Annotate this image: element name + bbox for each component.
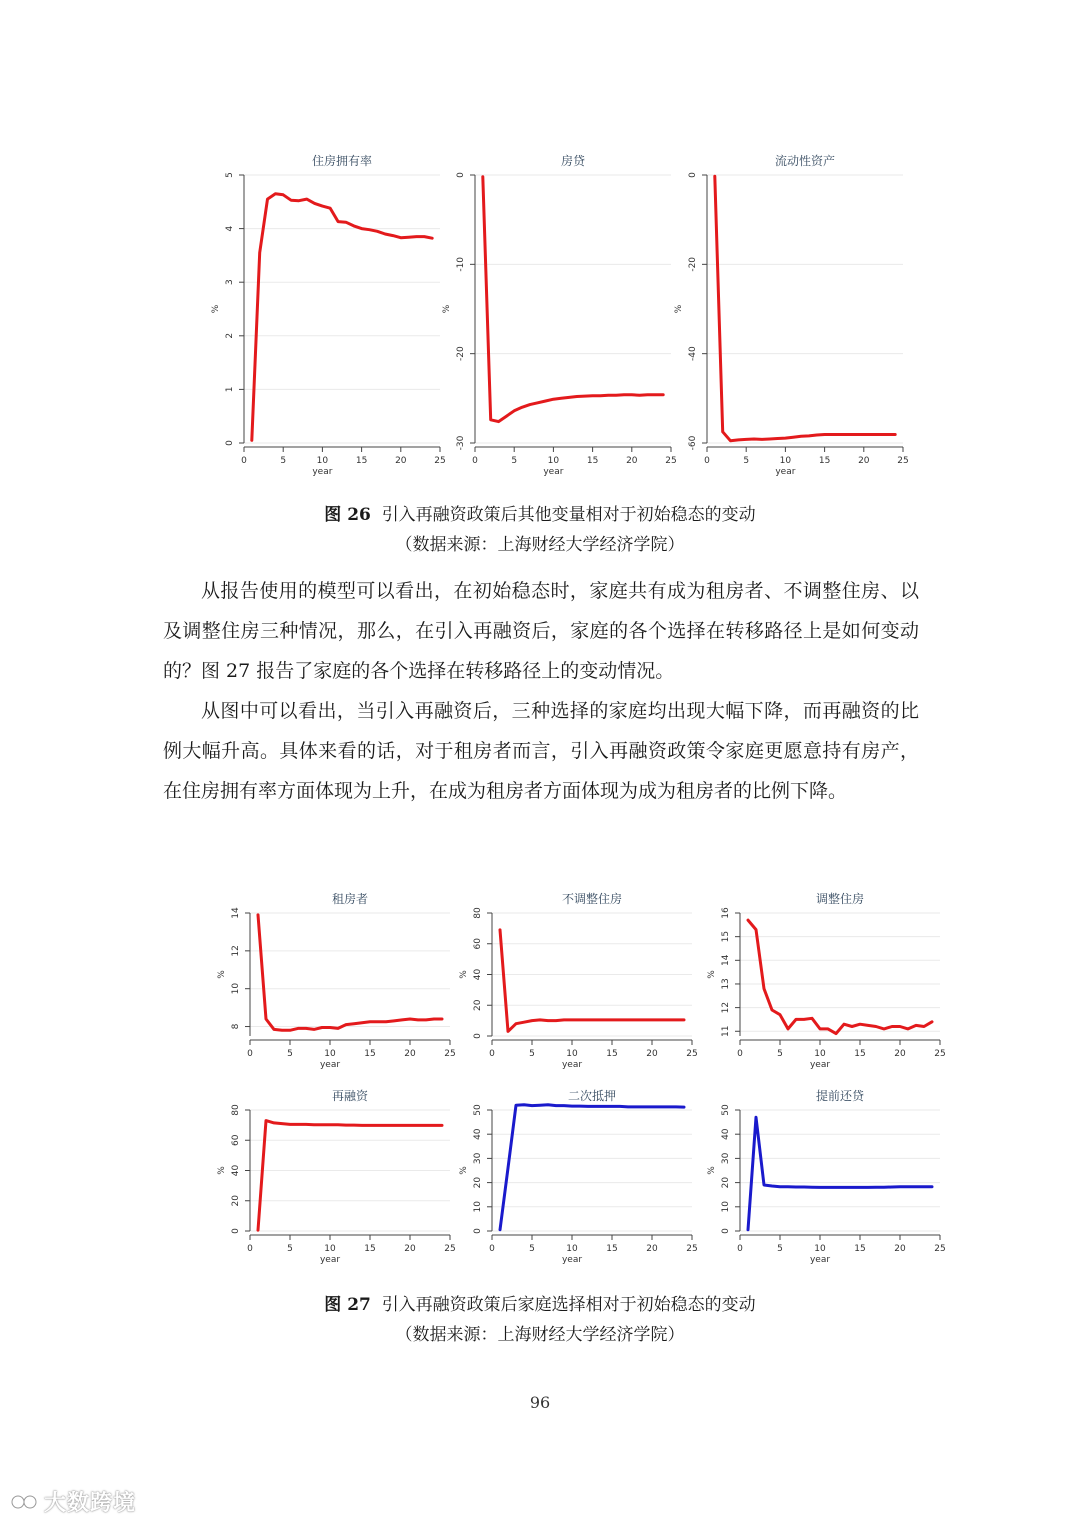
x-tick-label: 25 bbox=[934, 1244, 946, 1254]
y-axis-label: % bbox=[211, 304, 221, 314]
x-tick-label: 5 bbox=[743, 456, 750, 466]
x-tick-label: 15 bbox=[364, 1049, 376, 1059]
series-line bbox=[483, 177, 663, 422]
y-tick-label: -30 bbox=[456, 435, 466, 451]
y-tick-label: 12 bbox=[231, 945, 241, 957]
x-tick-label: 10 bbox=[324, 1244, 336, 1254]
y-tick-label: 10 bbox=[473, 1201, 483, 1213]
figure-26-caption bbox=[0, 500, 1080, 560]
chart-title: 调整住房 bbox=[815, 892, 865, 906]
y-tick-label: 3 bbox=[225, 279, 235, 286]
figure-27-caption bbox=[0, 1290, 1080, 1350]
y-axis-label: % bbox=[459, 970, 469, 979]
x-tick-label: 10 bbox=[779, 456, 792, 466]
y-tick-label: 14 bbox=[721, 954, 731, 967]
x-tick-label: 15 bbox=[364, 1244, 376, 1254]
chart-panel-1 bbox=[459, 891, 698, 1070]
y-tick-label: 60 bbox=[473, 938, 483, 950]
watermark-text: 大数跨境 bbox=[44, 1491, 137, 1516]
x-axis-label: year bbox=[312, 467, 333, 477]
x-tick-label: 0 bbox=[241, 456, 247, 466]
y-axis-label: % bbox=[707, 970, 717, 979]
x-tick-label: 20 bbox=[894, 1049, 906, 1059]
series-line bbox=[258, 1121, 442, 1231]
chart-panel-3 bbox=[217, 1088, 456, 1265]
x-tick-label: 10 bbox=[316, 456, 329, 466]
y-tick-label: 40 bbox=[721, 1128, 731, 1140]
y-tick-label: 80 bbox=[473, 907, 483, 919]
x-tick-label: 15 bbox=[606, 1244, 618, 1254]
chart-panel-2 bbox=[707, 891, 946, 1070]
y-tick-label: 30 bbox=[721, 1152, 731, 1165]
x-tick-label: 5 bbox=[777, 1049, 783, 1059]
y-tick-label: 20 bbox=[473, 999, 483, 1011]
x-tick-label: 20 bbox=[626, 456, 638, 466]
y-tick-label: 12 bbox=[721, 1001, 731, 1014]
y-tick-label: -60 bbox=[688, 435, 698, 451]
x-tick-label: 0 bbox=[737, 1244, 743, 1254]
x-axis-label: year bbox=[775, 467, 796, 477]
body-paragraph-1: 从报告使用的模型可以看出，在初始稳态时，家庭共有成为租房者、不调整住房、以及调整住房三种情况，那么，在引入再融资后，家庭的各个选择在转移路径上是如何变动的？图 27 报告了家庭的各个选择在转移路径上的变动情况。 bbox=[163, 580, 919, 682]
x-tick-label: 20 bbox=[404, 1049, 416, 1059]
y-tick-label: 0 bbox=[721, 1228, 731, 1234]
figure-26-number: 图 26 bbox=[324, 505, 371, 525]
x-tick-label: 20 bbox=[395, 456, 407, 466]
chart-title: 流动性资产 bbox=[774, 154, 836, 168]
x-tick-label: 5 bbox=[287, 1244, 293, 1254]
x-tick-label: 0 bbox=[489, 1244, 495, 1254]
x-tick-label: 0 bbox=[737, 1049, 743, 1059]
y-axis-label: % bbox=[674, 304, 684, 314]
x-tick-label: 5 bbox=[529, 1049, 535, 1059]
y-tick-label: 0 bbox=[231, 1228, 241, 1234]
chart-panel-2 bbox=[674, 153, 909, 477]
x-tick-label: 10 bbox=[566, 1244, 578, 1254]
y-axis-label: % bbox=[707, 1166, 717, 1175]
y-tick-label: -20 bbox=[688, 256, 698, 272]
x-tick-label: 10 bbox=[547, 456, 560, 466]
y-tick-label: 2 bbox=[225, 332, 235, 339]
page-number: 96 bbox=[529, 1393, 551, 1412]
series-line bbox=[258, 915, 442, 1030]
x-tick-label: 15 bbox=[854, 1049, 866, 1059]
y-tick-label: 50 bbox=[721, 1104, 731, 1116]
figure-27-chart-area bbox=[0, 888, 1080, 1278]
y-tick-label: 16 bbox=[721, 907, 731, 919]
x-tick-label: 15 bbox=[818, 456, 831, 466]
y-tick-label: 50 bbox=[473, 1104, 483, 1116]
y-tick-label: 30 bbox=[473, 1152, 483, 1165]
y-tick-label: 1 bbox=[225, 386, 235, 393]
y-tick-label: 15 bbox=[721, 930, 731, 943]
y-tick-label: 20 bbox=[231, 1195, 241, 1207]
x-tick-label: 10 bbox=[324, 1049, 336, 1059]
x-tick-label: 25 bbox=[444, 1049, 456, 1059]
x-tick-label: 20 bbox=[646, 1049, 658, 1059]
chart-title: 住房拥有率 bbox=[311, 154, 373, 168]
chart-title: 房贷 bbox=[560, 154, 586, 168]
figure-27-source: （数据来源：上海财经大学经济学院） bbox=[395, 1325, 685, 1345]
series-line bbox=[715, 176, 895, 441]
y-axis-label: % bbox=[459, 1166, 469, 1175]
x-tick-label: 0 bbox=[489, 1049, 495, 1059]
x-axis-label: year bbox=[319, 1255, 341, 1265]
x-tick-label: 5 bbox=[529, 1244, 535, 1254]
figure-26-chart-area bbox=[0, 148, 1080, 488]
x-tick-label: 25 bbox=[934, 1049, 946, 1059]
x-tick-label: 15 bbox=[854, 1244, 866, 1254]
y-tick-label: -40 bbox=[688, 346, 698, 362]
chart-title: 提前还贷 bbox=[815, 1089, 865, 1103]
watermark bbox=[10, 1486, 136, 1517]
x-tick-label: 0 bbox=[704, 456, 710, 466]
series-line bbox=[252, 194, 432, 440]
chart-title: 租房者 bbox=[331, 892, 369, 906]
chart-panel-5 bbox=[707, 1088, 946, 1265]
y-tick-label: 0 bbox=[225, 440, 235, 446]
y-tick-label: 40 bbox=[473, 968, 483, 981]
y-tick-label: 20 bbox=[721, 1176, 731, 1189]
x-tick-label: 15 bbox=[355, 456, 368, 466]
chart-panel-0 bbox=[211, 153, 446, 477]
y-axis-label: % bbox=[442, 304, 452, 314]
series-line bbox=[500, 1105, 684, 1230]
y-tick-label: 10 bbox=[721, 1201, 731, 1213]
y-tick-label: 60 bbox=[231, 1134, 241, 1146]
figure-26-title: 引入再融资政策后其他变量相对于初始稳态的变动 bbox=[381, 505, 756, 525]
watermark-logo-icon bbox=[10, 1490, 38, 1514]
x-tick-label: 15 bbox=[586, 456, 599, 466]
y-tick-label: 13 bbox=[721, 978, 731, 990]
x-tick-label: 20 bbox=[894, 1244, 906, 1254]
x-tick-label: 20 bbox=[858, 456, 870, 466]
y-tick-label: 0 bbox=[688, 172, 698, 178]
x-tick-label: 5 bbox=[777, 1244, 783, 1254]
figure-26 bbox=[0, 148, 1080, 488]
x-tick-label: 10 bbox=[814, 1244, 826, 1254]
chart-title: 二次抵押 bbox=[567, 1089, 617, 1103]
figure-27-title: 引入再融资政策后家庭选择相对于初始稳态的变动 bbox=[381, 1295, 756, 1315]
figure-26-source: （数据来源：上海财经大学经济学院） bbox=[395, 535, 685, 555]
y-tick-label: 8 bbox=[231, 1023, 241, 1030]
y-tick-label: 11 bbox=[721, 1025, 731, 1037]
x-tick-label: 0 bbox=[247, 1049, 253, 1059]
x-tick-label: 5 bbox=[287, 1049, 293, 1059]
x-tick-label: 0 bbox=[472, 456, 478, 466]
y-tick-label: 40 bbox=[473, 1128, 483, 1140]
x-tick-label: 20 bbox=[404, 1244, 416, 1254]
body-paragraph-2: 从图中可以看出，当引入再融资后，三种选择的家庭均出现大幅下降，而再融资的比例大幅升高。具体来看的话，对于租房者而言，引入再融资政策令家庭更愿意持有房产，在住房拥有率方面体现为上升，在成为租房者方面体现为成为租房者的比例下降。 bbox=[163, 700, 919, 802]
x-axis-label: year bbox=[561, 1255, 583, 1265]
y-tick-label: 20 bbox=[473, 1176, 483, 1189]
y-axis-label: % bbox=[217, 970, 227, 979]
x-tick-label: 25 bbox=[686, 1049, 698, 1059]
x-tick-label: 10 bbox=[814, 1049, 826, 1059]
chart-panel-4 bbox=[459, 1088, 698, 1265]
y-axis-label: % bbox=[217, 1166, 227, 1175]
series-line bbox=[500, 930, 684, 1032]
x-axis-label: year bbox=[319, 1060, 341, 1070]
y-tick-label: 0 bbox=[456, 172, 466, 178]
x-tick-label: 25 bbox=[434, 456, 446, 466]
figure-27-number: 图 27 bbox=[324, 1295, 371, 1315]
y-tick-label: 40 bbox=[231, 1164, 241, 1177]
x-tick-label: 25 bbox=[686, 1244, 698, 1254]
y-tick-label: 10 bbox=[231, 982, 241, 995]
y-tick-label: 14 bbox=[231, 907, 241, 919]
x-axis-label: year bbox=[809, 1060, 831, 1070]
y-tick-label: 0 bbox=[473, 1228, 483, 1234]
y-tick-label: 5 bbox=[225, 172, 235, 178]
x-tick-label: 0 bbox=[247, 1244, 253, 1254]
chart-title: 不调整住房 bbox=[561, 892, 623, 906]
x-tick-label: 25 bbox=[444, 1244, 456, 1254]
x-tick-label: 25 bbox=[665, 456, 677, 466]
chart-panel-0 bbox=[217, 891, 456, 1070]
x-axis-label: year bbox=[543, 467, 564, 477]
y-tick-label: 4 bbox=[225, 225, 235, 232]
x-tick-label: 10 bbox=[566, 1049, 578, 1059]
chart-title: 再融资 bbox=[331, 1089, 369, 1103]
x-axis-label: year bbox=[809, 1255, 831, 1265]
x-tick-label: 5 bbox=[511, 456, 518, 466]
y-tick-label: -20 bbox=[456, 346, 466, 362]
y-tick-label: 80 bbox=[231, 1104, 241, 1116]
y-tick-label: 0 bbox=[473, 1033, 483, 1039]
x-axis-label: year bbox=[561, 1060, 583, 1070]
x-tick-label: 5 bbox=[280, 456, 287, 466]
chart-panel-1 bbox=[442, 153, 677, 477]
x-tick-label: 20 bbox=[646, 1244, 658, 1254]
x-tick-label: 25 bbox=[897, 456, 909, 466]
figure-27 bbox=[0, 888, 1080, 1278]
x-tick-label: 15 bbox=[606, 1049, 618, 1059]
y-tick-label: -10 bbox=[456, 256, 466, 272]
body-text bbox=[163, 571, 919, 811]
